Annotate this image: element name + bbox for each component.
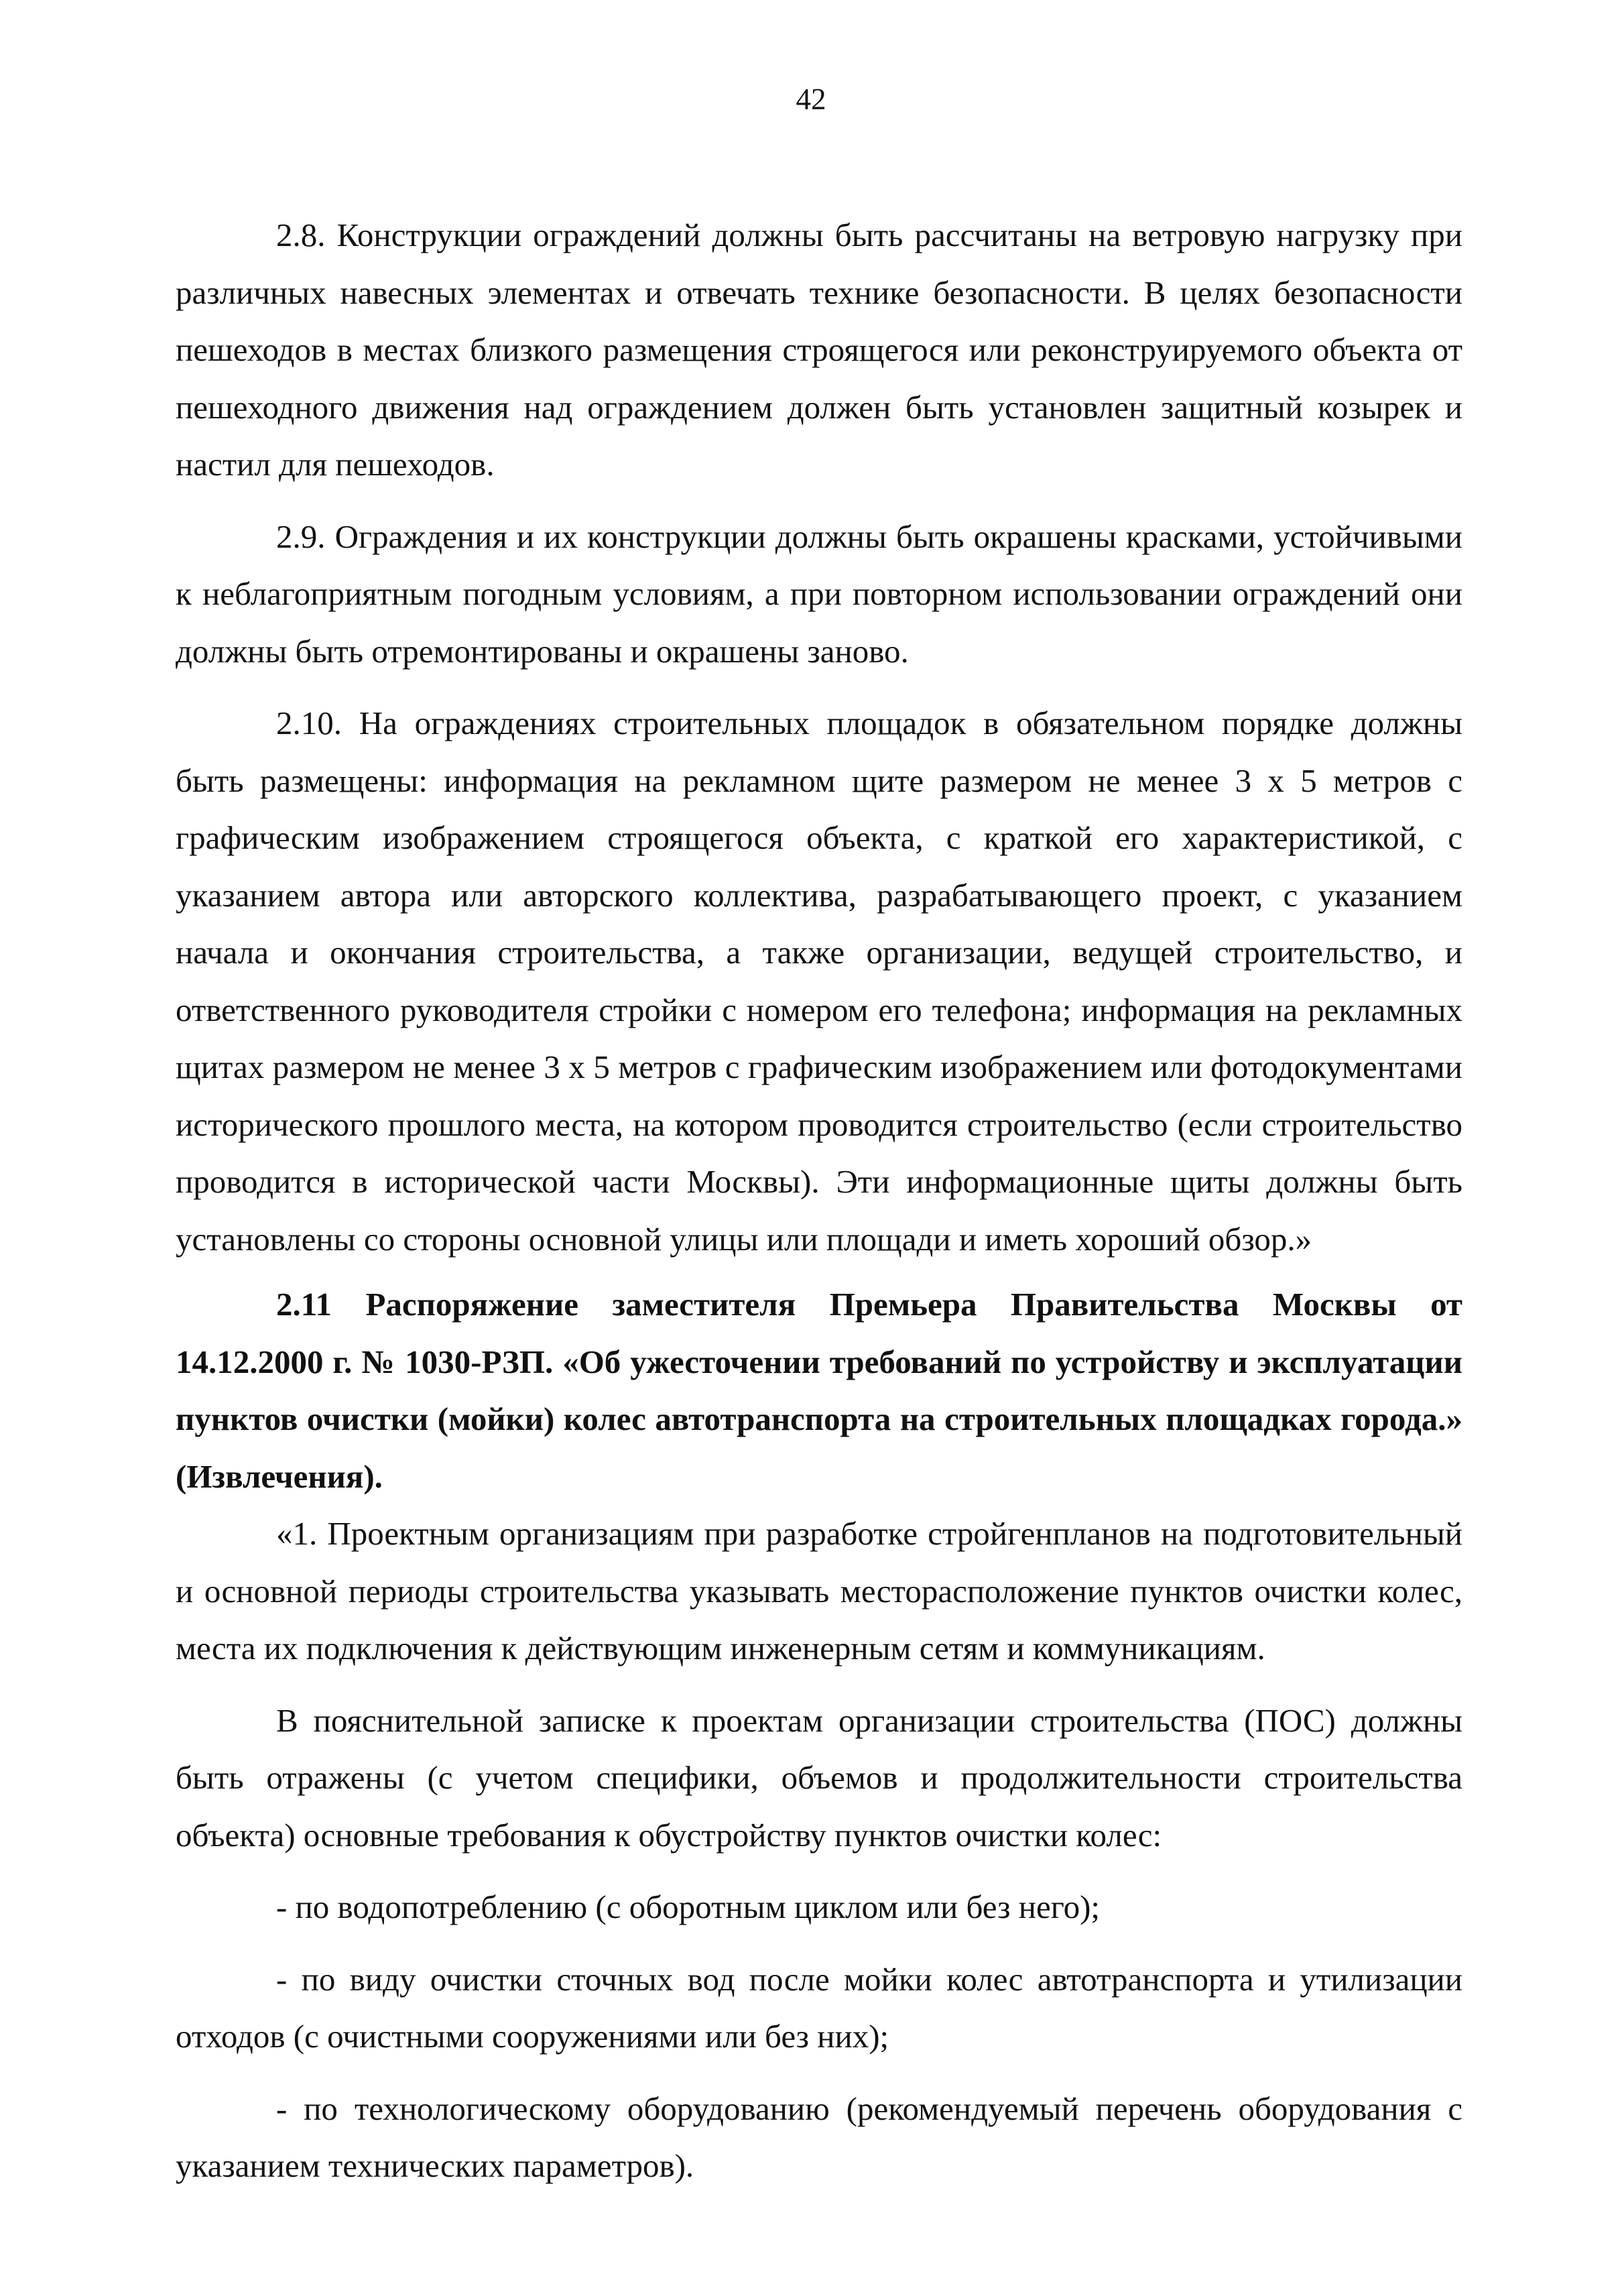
paragraph-2-10: 2.10. На ограждениях строительных площадок в обязательном порядке должны быть размещены: информация на рекламном щите размером не менее 3 х 5 метров с графическим изображением строящегося объекта, с краткой его характеристикой, с указанием автора или авторского коллектива, разрабатывающего проект, с указанием начала и окончания строительства, а также организации, ведущей строительство, и ответственного руководителя стройки с номером его телефона; информация на рекламных щитах размером не менее 3 х 5 метров с графическим изображением или фотодокументами исторического прошлого места, на котором проводится строительство (если строительство проводится в исторической части Москвы). Эти информационные щиты должны быть установлены со стороны основной улицы или площади и иметь хороший обзор.» <box>176 705 1462 1258</box>
list-item-equipment: - по технологическому оборудованию (рекомендуемый перечень оборудования с указанием технических параметров). <box>176 2090 1462 2184</box>
section-heading-2-11: 2.11 Распоряжение заместителя Премьера Правительства Москвы от 14.12.2000 г. № 1030-РЗП. «Об ужесточении требований по устройству и эксплуатации пунктов очистки (мойки) колес автотранспорта на строительных площадках города.» (Извлечения). <box>176 1286 1462 1495</box>
paragraph-2-9: 2.9. Ограждения и их конструкции должны быть окрашены красками, устойчивыми к неблагоприятным погодным условиям, а при повторном использовании ограждений они должны быть отремонтированы и окрашены заново. <box>176 518 1462 670</box>
list-item-water-consumption: - по водопотреблению (с оборотным циклом или без него); <box>276 1888 1101 1925</box>
paragraph-item-1: «1. Проектным организациям при разработке стройгенпланов на подготовительный и основной периоды строительства указывать месторасположение пунктов очистки колес, места их подключения к действующим инженерным сетям и коммуникациям. <box>176 1515 1462 1667</box>
paragraph-explanatory-note: В пояснительной записке к проектам организации строительства (ПОС) должны быть отражены (с учетом специфики, объемов и продолжительности строительства объекта) основные требования к обустройству пунктов очистки колес: <box>176 1701 1462 1854</box>
page-number: 42 <box>796 82 826 116</box>
list-item-wastewater-treatment: - по виду очистки сточных вод после мойки колес автотранспорта и утилизации отходов (с очистными сооружениями или без них); <box>176 1960 1462 2055</box>
paragraph-2-8: 2.8. Конструкции ограждений должны быть рассчитаны на ветровую нагрузку при различных навесных элементах и отвечать технике безопасности. В целях безопасности пешеходов в местах близкого размещения строящегося или реконструируемого объекта от пешеходного движения над ограждением должен быть установлен защитный козырек и настил для пешеходов. <box>176 217 1462 483</box>
document-body <box>176 206 1462 2195</box>
